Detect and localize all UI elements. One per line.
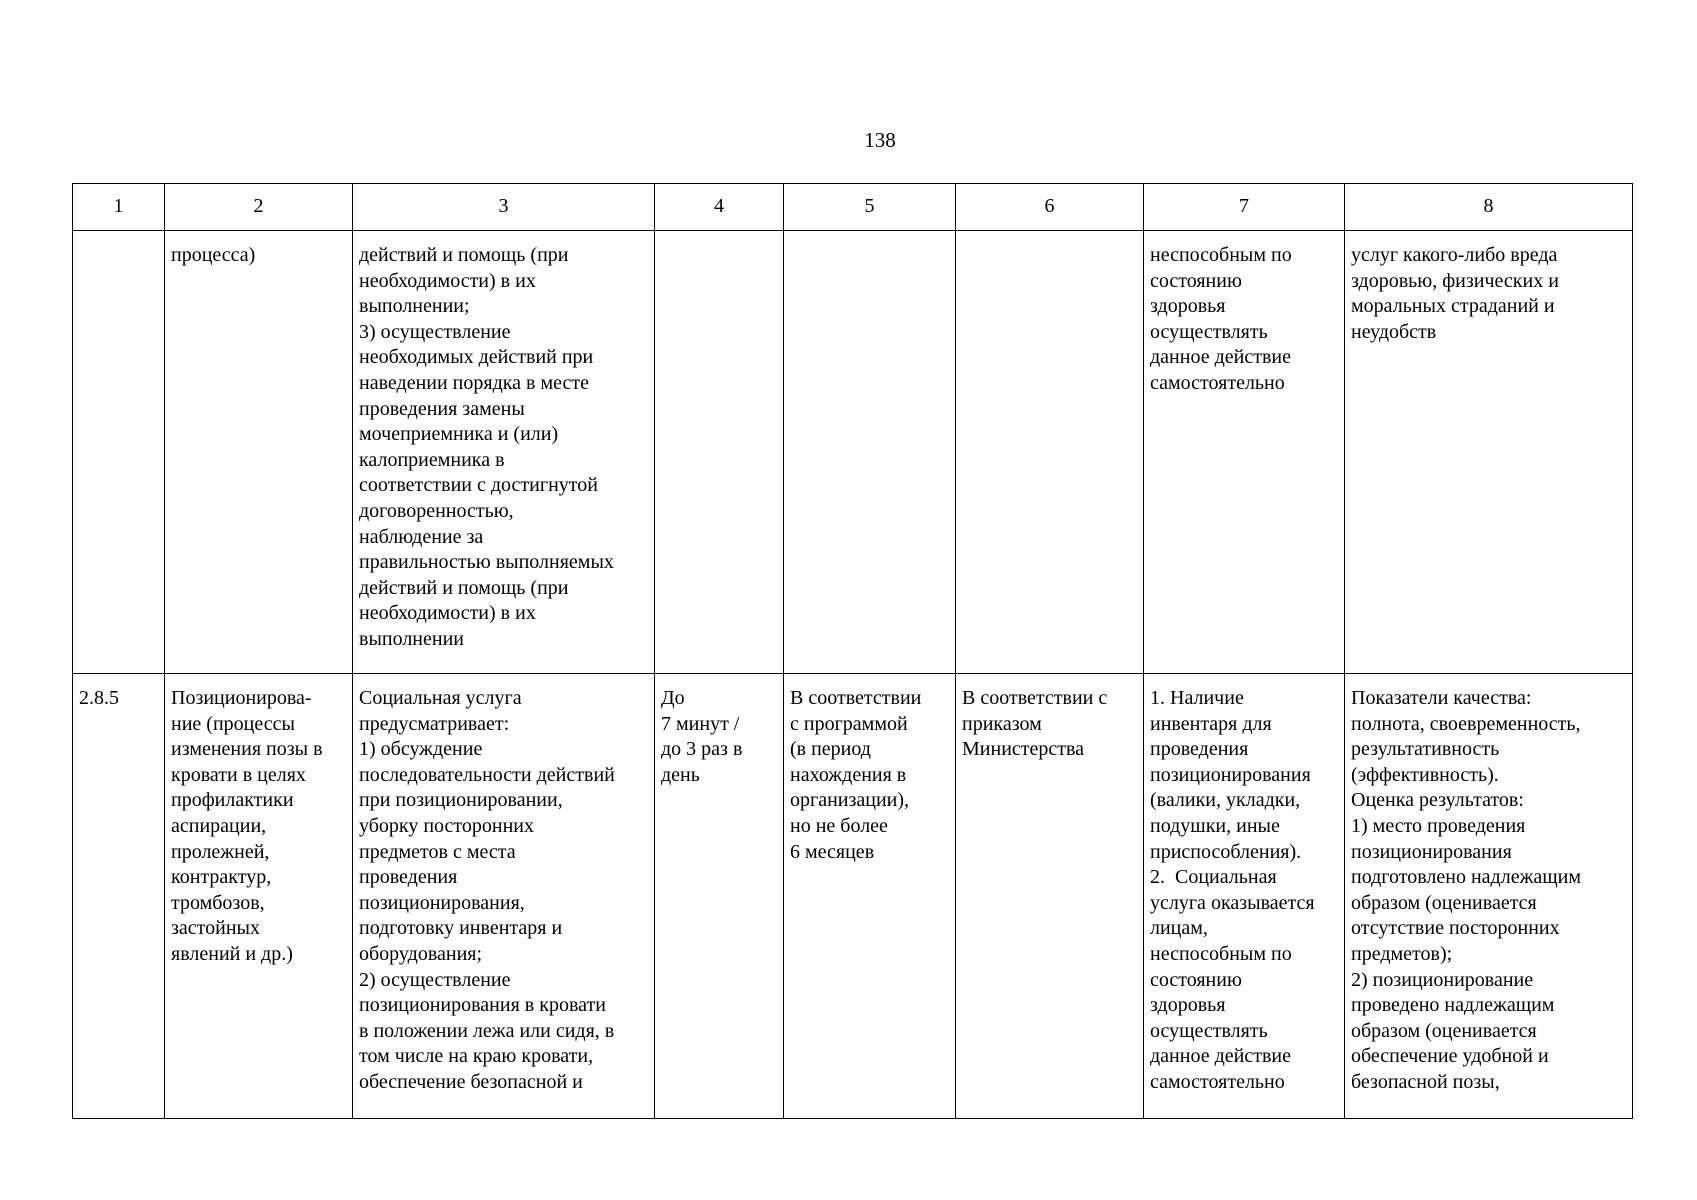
- cell-conditions: 1. Наличие инвентаря для проведения позиционирования (валики, укладки, подушки, иные приспособления). 2. Социальная услуга оказывается лицам, неспособным по состоянию здоровья осуществлять данное действие самостоятельно: [1144, 674, 1345, 1119]
- table-header-row: [73, 184, 1633, 231]
- cell-service-description: действий и помощь (при необходимости) в их выполнении; 3) осуществление необходимых действий при наведении порядка в месте проведения замены мочеприемника и (или) калоприемника в соответствии с достигнутой договоренностью, наблюдение за правильностью выполняемых действий и помощь (при необходимости) в их выполнении: [353, 231, 655, 674]
- cell-period: В соответствии с программой (в период нахождения в организации), но не более 6 месяцев: [784, 674, 956, 1119]
- column-number-6: 6: [956, 184, 1144, 231]
- cell-time-norm: [655, 231, 784, 674]
- cell-service-description: Социальная услуга предусматривает: 1) обсуждение последовательности действий при позиционировании, уборку посторонних предметов с места проведения позиционирования, подготовку инвентаря и оборудования; 2) осуществление позиционирования в кровати в положении лежа или сидя, в том числе на краю кровати, обеспечение безопасной и: [353, 674, 655, 1119]
- column-number-5: 5: [784, 184, 956, 231]
- cell-quality-indicators: услуг какого-либо вреда здоровью, физических и моральных страданий и неудобств: [1345, 231, 1633, 674]
- column-number-3: 3: [353, 184, 655, 231]
- services-table: [72, 183, 1633, 1119]
- cell-tariff: [956, 231, 1144, 674]
- column-number-2: 2: [165, 184, 353, 231]
- column-number-4: 4: [655, 184, 784, 231]
- cell-quality-indicators: Показатели качества: полнота, своевременность, результативность (эффективность). Оценка результатов: 1) место проведения позиционирования подготовлено надлежащим образом (оценивается отсутствие посторонних предметов); 2) позиционирование проведено надлежащим образом (оценивается обеспечение удобной и безопасной позы,: [1345, 674, 1633, 1119]
- cell-service-name: Позиционирова- ние (процессы изменения позы в кровати в целях профилактики аспирации, пролежней, контрактур, тромбозов, застойных явлений и др.): [165, 674, 353, 1119]
- column-number-7: 7: [1144, 184, 1345, 231]
- table-row: [73, 674, 1633, 1119]
- table-row: [73, 231, 1633, 674]
- cell-tariff: В соответствии с приказом Министерства: [956, 674, 1144, 1119]
- cell-item-number: [73, 231, 165, 674]
- cell-conditions: неспособным по состоянию здоровья осуществлять данное действие самостоятельно: [1144, 231, 1345, 674]
- cell-item-number: 2.8.5: [73, 674, 165, 1119]
- column-number-8: 8: [1345, 184, 1633, 231]
- column-number-1: 1: [73, 184, 165, 231]
- cell-service-name: процесса): [165, 231, 353, 674]
- cell-period: [784, 231, 956, 674]
- cell-time-norm: До 7 минут / до 3 раз в день: [655, 674, 784, 1119]
- page-number: 138: [864, 128, 896, 152]
